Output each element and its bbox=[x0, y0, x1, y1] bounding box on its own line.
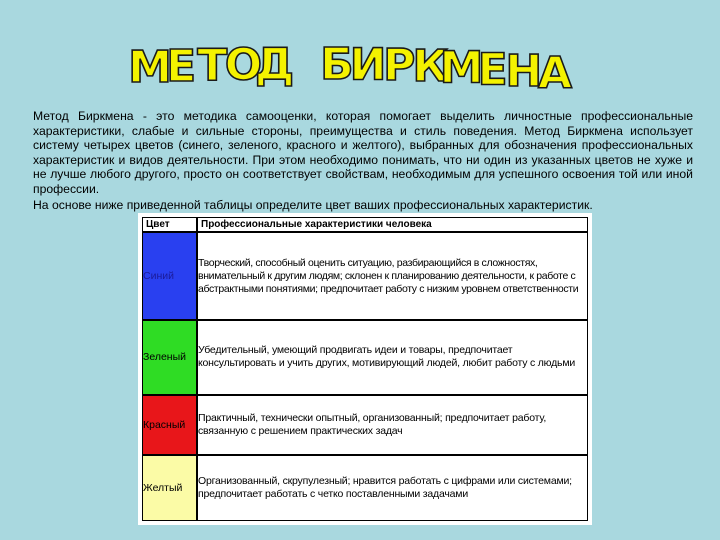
title-letter: Б bbox=[320, 38, 354, 90]
title-letter: М bbox=[439, 42, 484, 94]
table-row bbox=[142, 455, 588, 521]
title-letter: И bbox=[349, 39, 387, 91]
page-title bbox=[0, 0, 720, 108]
table-row bbox=[142, 232, 588, 320]
description-cell: Практичный, технически опытный, организованный; предпочитает работу, связанную с решением практических задач bbox=[197, 395, 588, 455]
title-letter bbox=[298, 39, 313, 90]
title-letter: М bbox=[128, 42, 172, 93]
title-letter: Е bbox=[166, 41, 197, 92]
title-letter: Е bbox=[477, 44, 508, 96]
description-cell: Творческий, способный оценить ситуацию, разбирающийся в сложностях, внимательный к другим людям; склонен к планированию деятельности, к работе с абстрактными понятиями; предпочитает работу с низким уровнем ответственности bbox=[197, 232, 588, 320]
header-characteristics: Профессиональные характеристики человека bbox=[197, 217, 588, 232]
description-cell: Организованный, скрупулезный; нравится работать с цифрами или системами; предпочитает работать с четко поставленными задачами bbox=[197, 455, 588, 521]
description-cell: Убедительный, умеющий продвигать идеи и товары, предпочитает консультировать и учить других, мотивирующий людей, любит работу с людьми bbox=[197, 320, 588, 394]
title-letter: Д bbox=[255, 38, 295, 90]
color-cell-red: Красный bbox=[142, 395, 197, 455]
title-letter: А bbox=[537, 48, 573, 99]
page-title-text bbox=[128, 39, 572, 99]
intro-instruction: На основе ниже приведенной таблицы определите цвет ваших профессиональных характеристик. bbox=[33, 198, 593, 212]
header-color: Цвет bbox=[142, 217, 197, 232]
table-row bbox=[142, 320, 588, 394]
table-row bbox=[142, 395, 588, 455]
title-letter: Р bbox=[383, 40, 416, 92]
title-letter: Н bbox=[505, 46, 543, 98]
intro-text bbox=[33, 109, 693, 213]
color-table bbox=[142, 217, 588, 521]
table-header-row bbox=[142, 217, 588, 232]
title-letter: К bbox=[412, 41, 449, 93]
color-table-frame bbox=[138, 213, 592, 525]
intro-paragraph: Метод Биркмена - это методика самооценки, которая помогает выделить личностные профессиональные характеристики, слабые и сильные стороны, преимущества и стиль поведения. Метод Биркмена использует систему четырех цветов (синего, зеленого, красного и желтого), выбранных для обозначения профессиональных характеристик и видов деятельности. При этом необходимо понимать, что ни один из указанных цветов не хуже и не лучше любого другого, просто он соответствует свойствам, необходимым для успешного освоения той или иной профессии. bbox=[33, 109, 693, 196]
color-cell-green: Зеленый bbox=[142, 320, 197, 394]
color-cell-blue: Синий bbox=[142, 232, 197, 320]
title-letter: О bbox=[224, 39, 263, 91]
title-letter: Т bbox=[197, 40, 228, 92]
color-cell-yellow: Желтый bbox=[142, 455, 197, 521]
